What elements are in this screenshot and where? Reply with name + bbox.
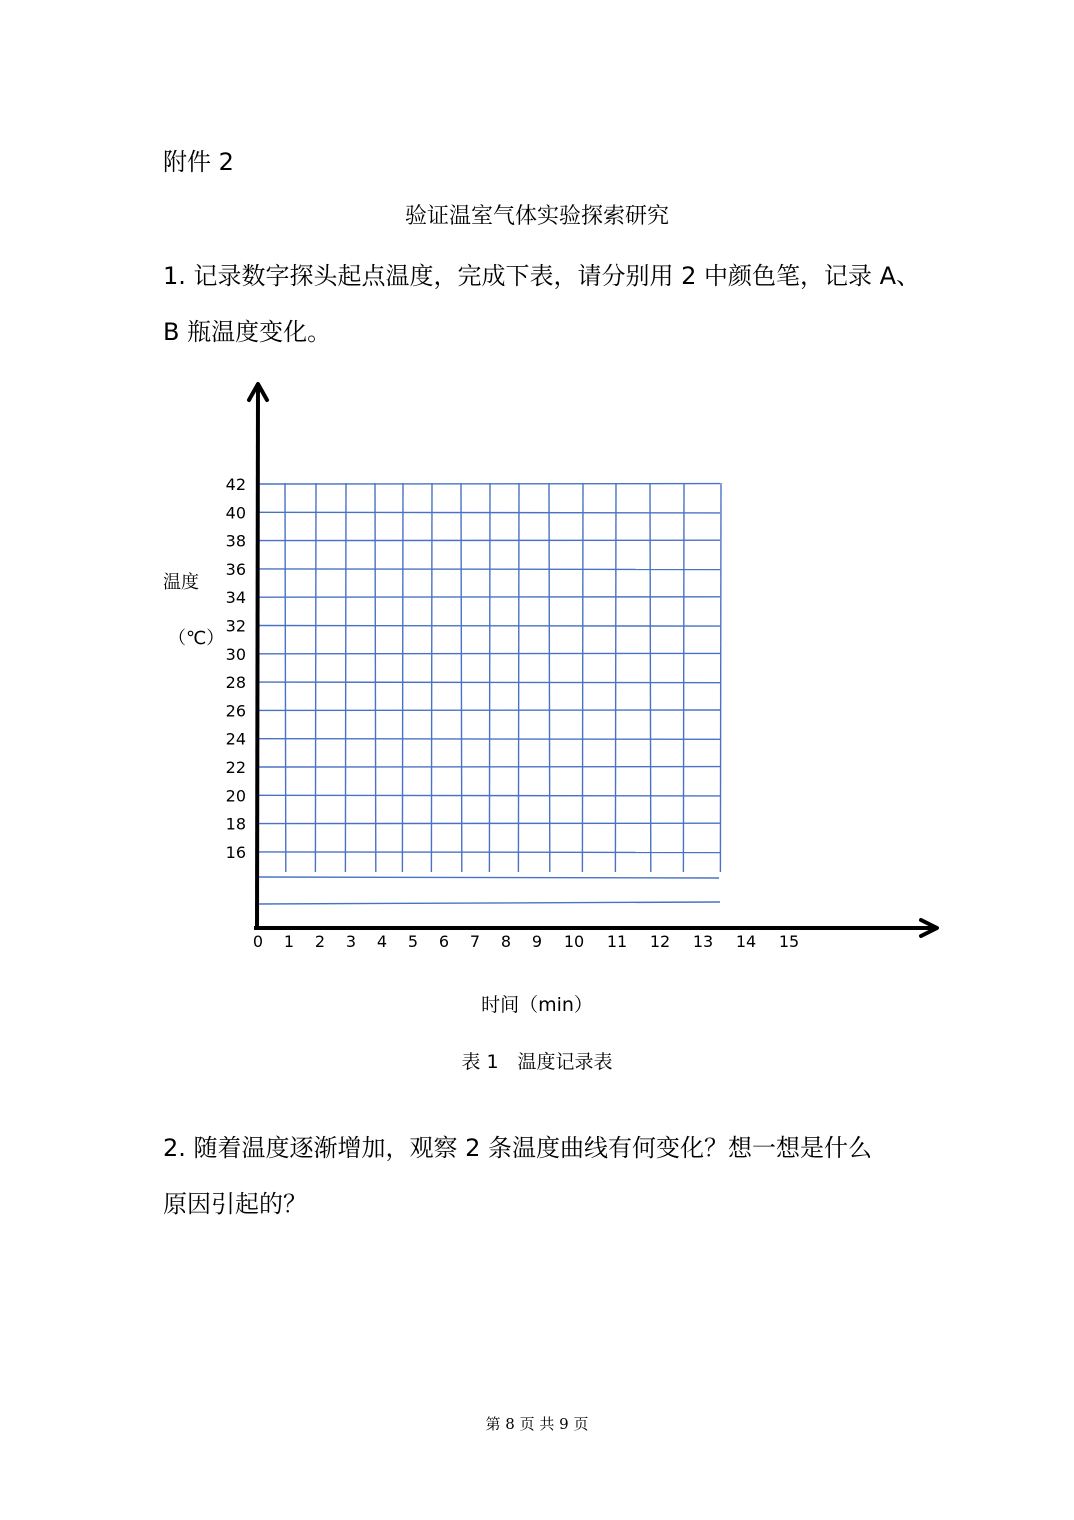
y-tick-label: 38 xyxy=(225,531,246,551)
question-1-line-2: B 瓶温度变化。 xyxy=(163,318,332,346)
x-tick-label: 13 xyxy=(692,932,714,951)
x-axis-label: 时间（min） xyxy=(481,994,593,1016)
y-tick-label: 18 xyxy=(225,814,246,834)
grid-hline-extra xyxy=(256,902,720,904)
grid-vline xyxy=(489,483,490,872)
y-tick-label: 28 xyxy=(225,673,246,693)
y-tick-label: 20 xyxy=(225,786,246,806)
y-tick-label: 42 xyxy=(225,475,246,494)
y-tick-label: 40 xyxy=(225,503,246,523)
x-tick-label: 12 xyxy=(649,932,671,951)
question-2-line-1: 2. 随着温度逐渐增加，观察 2 条温度曲线有何变化？想一想是什么 xyxy=(163,1134,873,1162)
y-tick-labels xyxy=(226,475,246,862)
y-axis-label: 温度 xyxy=(163,572,199,593)
x-tick-label: 0 xyxy=(252,932,264,951)
y-tick-label: 24 xyxy=(225,729,246,749)
chart-axes xyxy=(249,384,937,936)
question-1-line-1: 1. 记录数字探头起点温度，完成下表，请分别用 2 中颜色笔，记录 A、 xyxy=(163,262,921,290)
y-tick-label: 16 xyxy=(225,842,246,862)
x-tick-label: 9 xyxy=(531,932,543,951)
grid-vline xyxy=(650,483,651,872)
y-tick-label: 30 xyxy=(225,644,246,664)
grid-vline xyxy=(582,483,583,872)
x-tick-label: 1 xyxy=(283,932,295,951)
y-axis-line xyxy=(257,385,258,928)
grid-vline xyxy=(549,483,550,872)
chart-grid xyxy=(256,483,721,904)
question-2-line-2: 原因引起的？ xyxy=(163,1190,307,1218)
grid-vline xyxy=(375,483,376,872)
y-tick-label: 36 xyxy=(225,559,246,579)
grid-vline xyxy=(461,483,462,872)
grid-vline xyxy=(315,483,316,872)
y-tick-label: 34 xyxy=(225,588,246,608)
x-tick-label: 3 xyxy=(345,932,357,951)
x-tick-label: 15 xyxy=(778,932,800,951)
annex-label: 附件 2 xyxy=(163,148,234,176)
grid-vline xyxy=(615,483,616,872)
grid-vline xyxy=(683,483,684,872)
page-footer: 第 8 页 共 9 页 xyxy=(485,1415,589,1433)
x-tick-label: 14 xyxy=(735,932,757,951)
x-tick-labels xyxy=(253,932,799,951)
table-caption: 表 1 温度记录表 xyxy=(461,1051,613,1073)
y-tick-label: 32 xyxy=(225,616,246,636)
y-axis-unit: （℃） xyxy=(168,628,225,649)
grid-vline xyxy=(518,483,519,872)
x-tick-label: 6 xyxy=(438,932,450,951)
grid-vline xyxy=(402,483,403,872)
grid-vline xyxy=(345,483,346,872)
x-tick-label: 10 xyxy=(563,932,585,951)
x-tick-label: 5 xyxy=(407,932,419,951)
grid-vline xyxy=(720,483,721,872)
document-title: 验证温室气体实验探索研究 xyxy=(404,204,669,229)
y-tick-label: 26 xyxy=(225,701,246,721)
grid-hline-extra xyxy=(259,877,719,878)
y-tick-label: 22 xyxy=(225,758,246,777)
x-tick-label: 2 xyxy=(314,932,326,951)
x-tick-label: 8 xyxy=(500,932,512,951)
x-tick-label: 4 xyxy=(376,932,388,951)
grid-vline xyxy=(285,483,286,872)
x-tick-label: 7 xyxy=(469,932,481,951)
grid-vline xyxy=(431,483,432,872)
x-tick-label: 11 xyxy=(606,932,628,951)
